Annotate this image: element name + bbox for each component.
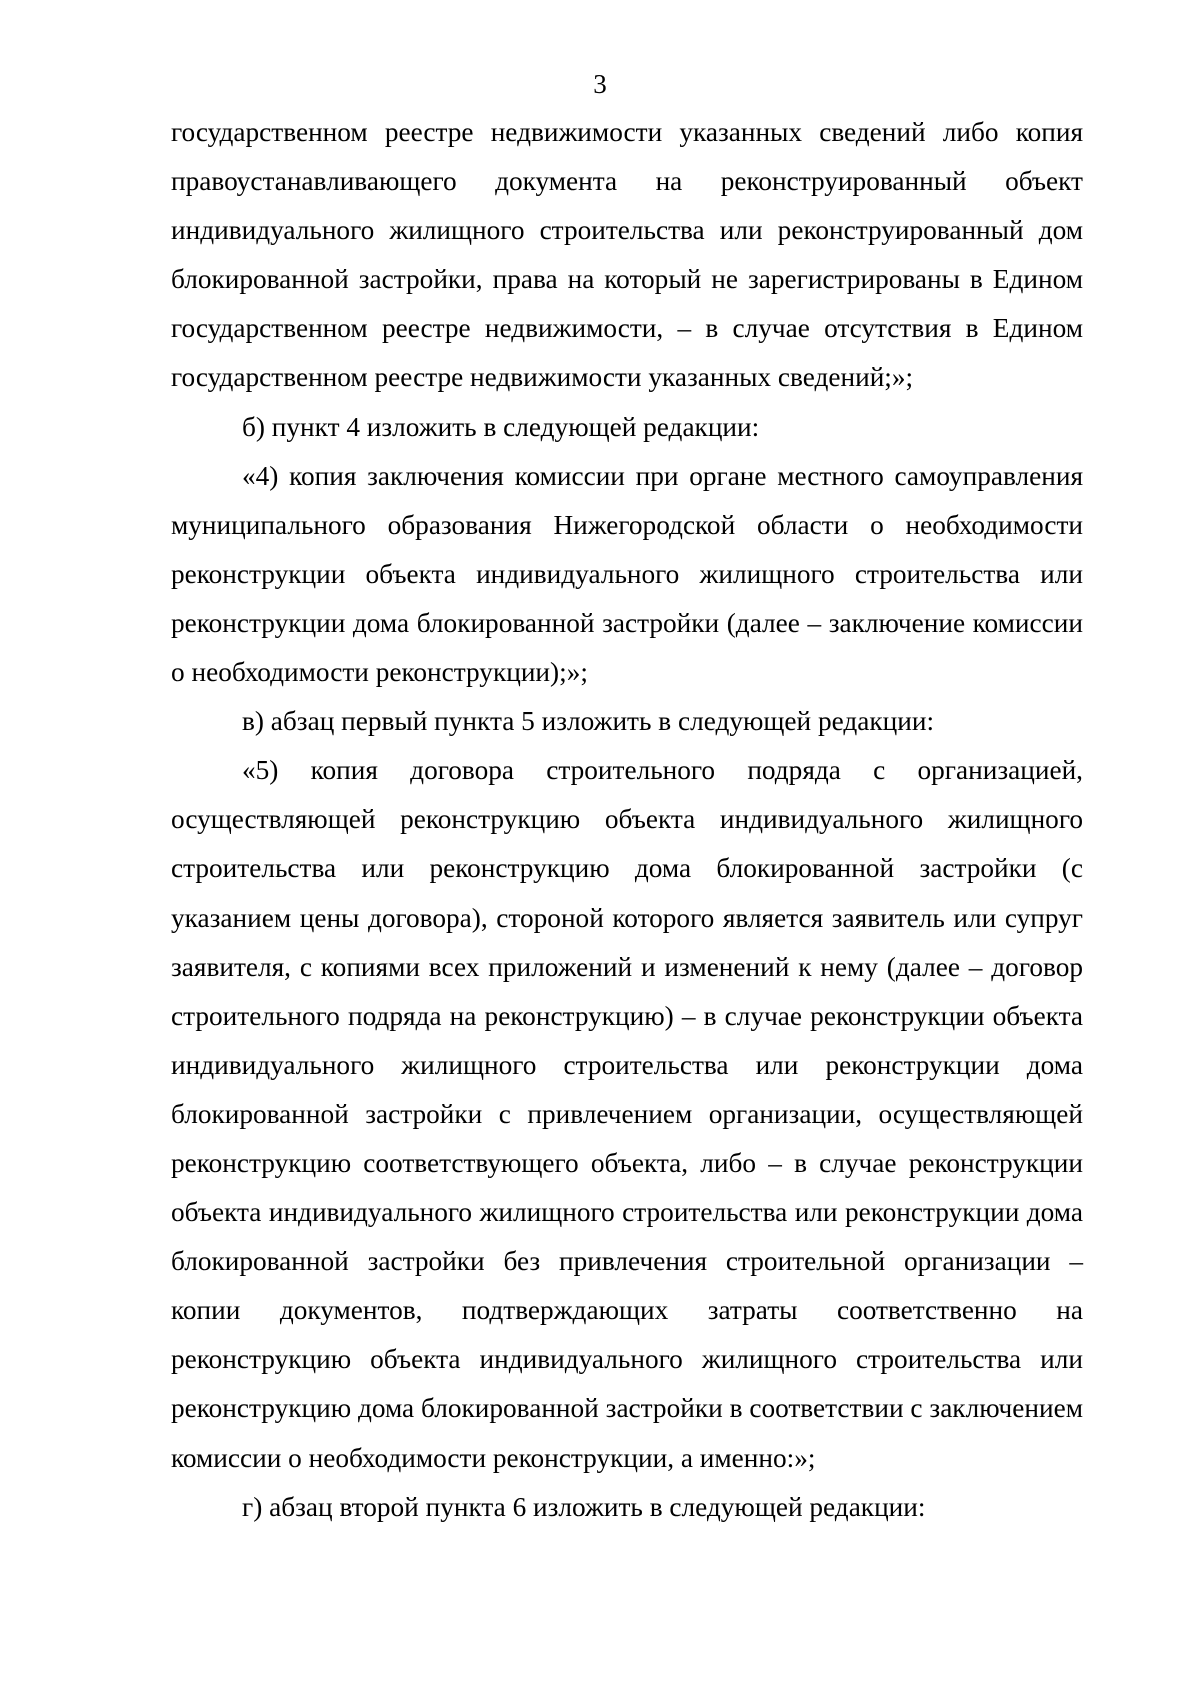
- paragraph-point-4: «4) копия заключения комиссии при органе местного самоуправления муниципального образования Нижегородской области о необходимости реконструкции объекта индивидуального жилищного строительства или реконструкции дома блокированной застройки (далее – заключение комиссии о необходимости реконструкции);»;: [171, 460, 1083, 688]
- paragraph-point-5: «5) копия договора строительного подряда с организацией, осуществляющей реконструкцию объекта индивидуального жилищного строительства или реконструкцию дома блокированной застройки (с указанием цены договора), стороной которого является заявитель или супруг заявителя, с копиями всех приложений и изменений к нему (далее – договор строительного подряда на реконструкцию) – в случае реконструкции объекта индивидуального жилищного строительства или реконструкции дома блокированной застройки с привлечением организации, осуществляющей реконструкцию соответствующего объекта, либо – в случае реконструкции объекта индивидуального жилищного строительства или реконструкции дома блокированной застройки без привлечения строительной организации – копии документов, подтверждающих затраты соответственно на реконструкцию объекта индивидуального жилищного строительства или реконструкцию дома блокированной застройки в соответствии с заключением комиссии о необходимости реконструкции, а именно:»;: [171, 755, 1083, 1473]
- paragraph-item-v: в) абзац первый пункта 5 изложить в следующей редакции:: [242, 706, 935, 737]
- document-body: [171, 108, 1083, 1532]
- paragraph-item-b: б) пункт 4 изложить в следующей редакции:: [242, 411, 760, 442]
- paragraph-item-g: г) абзац второй пункта 6 изложить в следующей редакции:: [242, 1491, 926, 1522]
- paragraph-continuation: государственном реестре недвижимости указанных сведений либо копия правоустанавливающего документа на реконструированный объект индивидуального жилищного строительства или реконструированный дом блокированной застройки, права на который не зарегистрированы в Едином государственном реестре недвижимости, – в случае отсутствия в Едином государственном реестре недвижимости указанных сведений;»;: [171, 117, 1083, 393]
- page-number: 3: [593, 69, 607, 99]
